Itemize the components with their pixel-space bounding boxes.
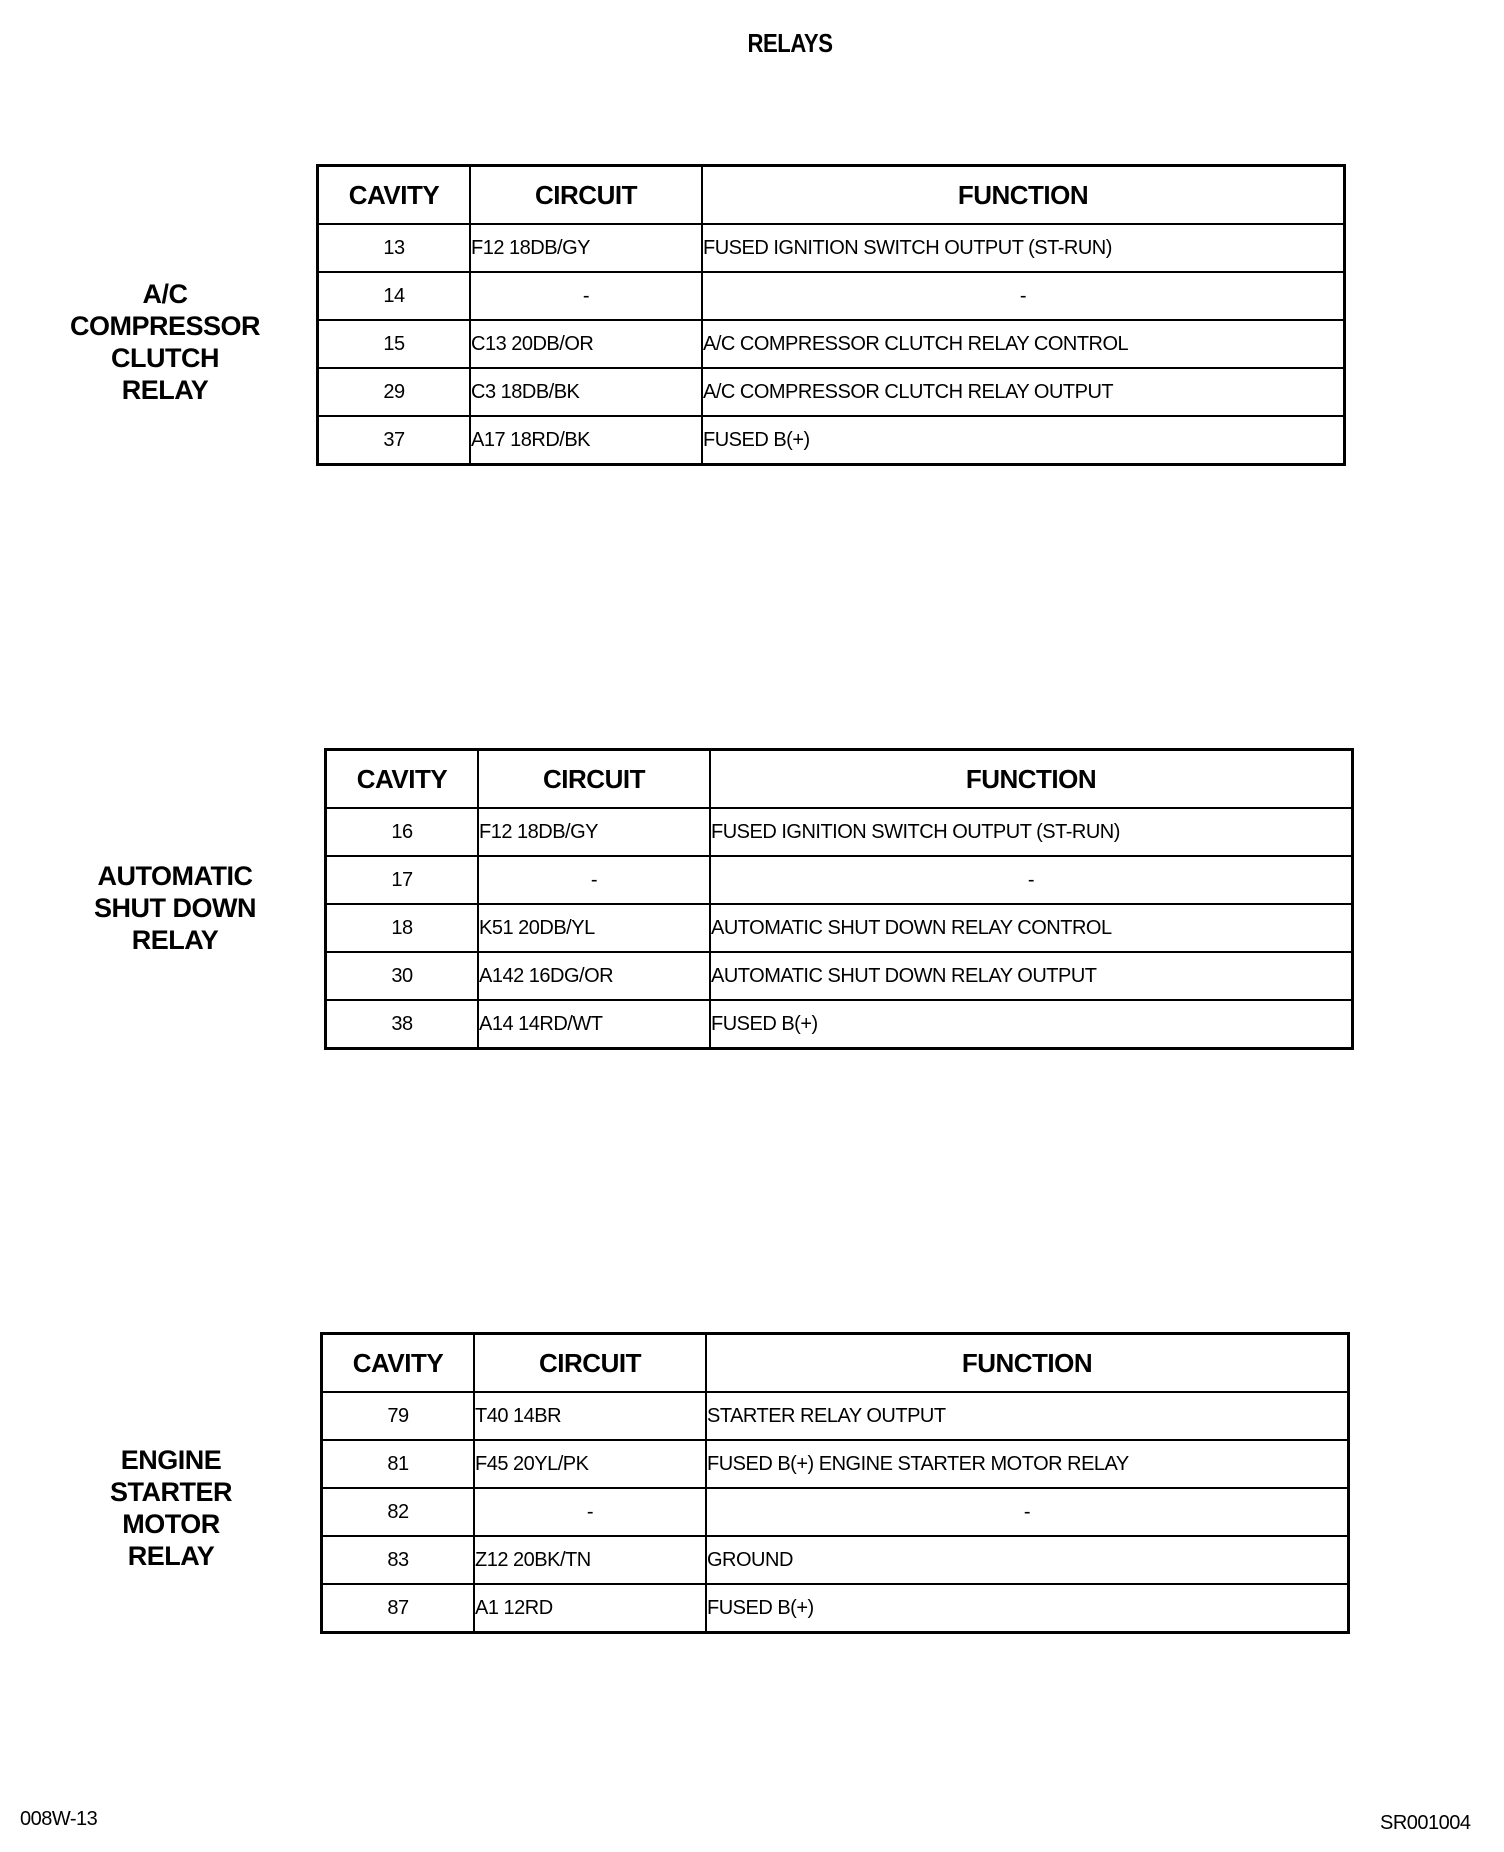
cavity-cell: 37 xyxy=(318,416,471,465)
function-cell: FUSED B(+) xyxy=(706,1584,1349,1633)
cavity-cell: 14 xyxy=(318,272,471,320)
table-row xyxy=(318,416,1345,465)
function-cell: A/C COMPRESSOR CLUTCH RELAY CONTROL xyxy=(702,320,1345,368)
cavity-cell: 29 xyxy=(318,368,471,416)
circuit-cell: - xyxy=(478,856,710,904)
circuit-cell: A17 18RD/BK xyxy=(470,416,702,465)
relay-label-line: STARTER xyxy=(110,1477,232,1507)
circuit-cell: C3 18DB/BK xyxy=(470,368,702,416)
table-row xyxy=(326,952,1353,1000)
table-row xyxy=(322,1584,1349,1633)
function-cell: AUTOMATIC SHUT DOWN RELAY CONTROL xyxy=(710,904,1353,952)
relay-label-engine-starter-motor xyxy=(56,1444,286,1572)
circuit-cell: A14 14RD/WT xyxy=(478,1000,710,1049)
relay-label-automatic-shut-down xyxy=(60,860,290,956)
function-cell: - xyxy=(710,856,1353,904)
table-row xyxy=(318,368,1345,416)
function-cell: FUSED B(+) ENGINE STARTER MOTOR RELAY xyxy=(706,1440,1349,1488)
circuit-cell: A142 16DG/OR xyxy=(478,952,710,1000)
table-row xyxy=(318,320,1345,368)
table-row xyxy=(322,1440,1349,1488)
circuit-cell: Z12 20BK/TN xyxy=(474,1536,706,1584)
header-circuit: CIRCUIT xyxy=(470,166,702,225)
function-cell: - xyxy=(706,1488,1349,1536)
header-function: FUNCTION xyxy=(702,166,1345,225)
page-title: RELAYS xyxy=(747,28,833,58)
relay-label-line: COMPRESSOR xyxy=(69,311,261,341)
cavity-cell: 30 xyxy=(326,952,479,1000)
relay-table-ac-compressor-clutch xyxy=(316,164,1346,466)
function-cell: FUSED B(+) xyxy=(702,416,1345,465)
relay-table-engine-starter-motor xyxy=(320,1332,1350,1634)
header-function: FUNCTION xyxy=(710,750,1353,809)
relay-label-line: RELAY xyxy=(131,925,219,955)
table-row xyxy=(322,1536,1349,1584)
table-header-row xyxy=(326,750,1353,809)
relay-label-line: A/C xyxy=(142,279,188,309)
relay-label-ac-compressor-clutch xyxy=(50,278,280,406)
header-circuit: CIRCUIT xyxy=(474,1334,706,1393)
function-cell: A/C COMPRESSOR CLUTCH RELAY OUTPUT xyxy=(702,368,1345,416)
circuit-cell: K51 20DB/YL xyxy=(478,904,710,952)
circuit-cell: F12 18DB/GY xyxy=(470,224,702,272)
cavity-cell: 87 xyxy=(322,1584,475,1633)
table-row xyxy=(326,808,1353,856)
relay-label-line: RELAY xyxy=(127,1541,215,1571)
table-row xyxy=(326,904,1353,952)
cavity-cell: 83 xyxy=(322,1536,475,1584)
cavity-cell: 17 xyxy=(326,856,479,904)
header-cavity: CAVITY xyxy=(326,750,479,809)
header-circuit: CIRCUIT xyxy=(478,750,710,809)
cavity-cell: 82 xyxy=(322,1488,475,1536)
function-cell: FUSED B(+) xyxy=(710,1000,1353,1049)
header-function: FUNCTION xyxy=(706,1334,1349,1393)
table-row xyxy=(326,1000,1353,1049)
cavity-cell: 15 xyxy=(318,320,471,368)
table-row xyxy=(326,856,1353,904)
function-cell: - xyxy=(702,272,1345,320)
cavity-cell: 18 xyxy=(326,904,479,952)
circuit-cell: F45 20YL/PK xyxy=(474,1440,706,1488)
circuit-cell: - xyxy=(470,272,702,320)
relay-label-line: MOTOR xyxy=(122,1509,220,1539)
relay-label-line: SHUT DOWN xyxy=(94,893,256,923)
table-header-row xyxy=(322,1334,1349,1393)
function-cell: GROUND xyxy=(706,1536,1349,1584)
circuit-cell: T40 14BR xyxy=(474,1392,706,1440)
circuit-cell: - xyxy=(474,1488,706,1536)
page-code-left: 008W-13 xyxy=(20,1808,98,1830)
table-header-row xyxy=(318,166,1345,225)
header-cavity: CAVITY xyxy=(322,1334,475,1393)
circuit-cell: C13 20DB/OR xyxy=(470,320,702,368)
function-cell: AUTOMATIC SHUT DOWN RELAY OUTPUT xyxy=(710,952,1353,1000)
function-cell: STARTER RELAY OUTPUT xyxy=(706,1392,1349,1440)
circuit-cell: A1 12RD xyxy=(474,1584,706,1633)
page-code-right: SR001004 xyxy=(1380,1812,1471,1834)
relay-table-automatic-shut-down xyxy=(324,748,1354,1050)
relay-label-line: CLUTCH xyxy=(111,343,219,373)
relay-label-line: AUTOMATIC xyxy=(97,861,253,891)
cavity-cell: 16 xyxy=(326,808,479,856)
relay-label-line: ENGINE xyxy=(120,1445,222,1475)
header-cavity: CAVITY xyxy=(318,166,471,225)
function-cell: FUSED IGNITION SWITCH OUTPUT (ST-RUN) xyxy=(702,224,1345,272)
table-row xyxy=(322,1392,1349,1440)
function-cell: FUSED IGNITION SWITCH OUTPUT (ST-RUN) xyxy=(710,808,1353,856)
table-row xyxy=(322,1488,1349,1536)
relay-label-line: RELAY xyxy=(121,375,209,405)
cavity-cell: 81 xyxy=(322,1440,475,1488)
table-row xyxy=(318,224,1345,272)
circuit-cell: F12 18DB/GY xyxy=(478,808,710,856)
cavity-cell: 38 xyxy=(326,1000,479,1049)
cavity-cell: 79 xyxy=(322,1392,475,1440)
table-row xyxy=(318,272,1345,320)
cavity-cell: 13 xyxy=(318,224,471,272)
